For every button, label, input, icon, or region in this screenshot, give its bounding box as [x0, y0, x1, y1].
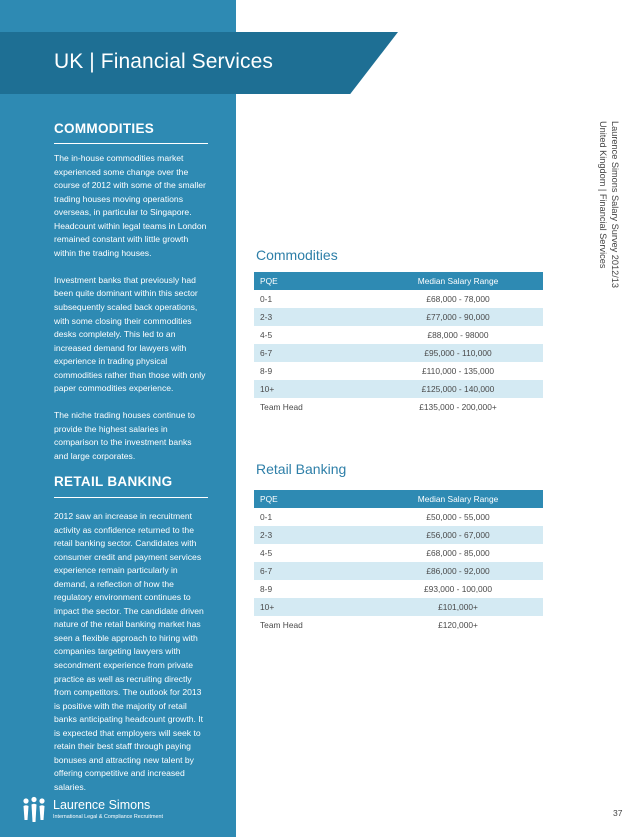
- table-header-row: [254, 272, 543, 290]
- retail-banking-salary-table: [254, 490, 543, 634]
- survey-title: Laurence Simons Salary Survey 2012/13: [610, 121, 620, 289]
- salary-cell: £93,000 - 100,000: [424, 584, 492, 594]
- commodities-heading: COMMODITIES: [54, 121, 155, 136]
- salary-cell: £50,000 - 55,000: [426, 512, 490, 522]
- commodities-paragraph-1: The in-house commodities market experienced some change over the course of 2012 with some of the smaller trading houses moving operations overseas, in particular to Singapore. Headcount within legal teams in London remained constant with little growth within the trading houses.: [54, 153, 207, 258]
- page-number: 37: [613, 808, 623, 818]
- salary-cell: £125,000 - 140,000: [373, 380, 543, 398]
- pqe-cell: 8-9: [260, 366, 273, 376]
- table-row: [254, 526, 543, 544]
- pqe-cell: 2-3: [254, 526, 373, 544]
- pqe-cell: 0-1: [260, 294, 273, 304]
- table-row: [254, 308, 543, 326]
- table-row: [254, 616, 543, 634]
- salary-cell: £86,000 - 92,000: [373, 562, 543, 580]
- company-logo: [20, 796, 220, 826]
- pqe-cell: 4-5: [260, 330, 273, 340]
- table-row: [254, 362, 543, 380]
- pqe-column-header: PQE: [254, 490, 373, 508]
- salary-cell: £101,000+: [373, 598, 543, 616]
- table-row: [254, 344, 543, 362]
- salary-cell: £77,000 - 90,000: [373, 308, 543, 326]
- retail-banking-text: [54, 510, 208, 808]
- commodities-table-title: Commodities: [256, 247, 338, 263]
- retail-banking-heading: RETAIL BANKING: [54, 474, 173, 489]
- logo-tagline: International Legal & Compliance Recruitment: [53, 814, 163, 820]
- pqe-column-header: PQE: [254, 272, 373, 290]
- table-row: [254, 580, 543, 598]
- pqe-cell: 8-9: [260, 584, 273, 594]
- salary-cell: £56,000 - 67,000: [373, 526, 543, 544]
- running-header: [597, 121, 621, 288]
- table-row: [254, 380, 543, 398]
- logo-name: Laurence Simons: [53, 798, 151, 812]
- pqe-cell: 6-7: [254, 344, 373, 362]
- pqe-cell: 0-1: [260, 512, 273, 522]
- table-row: [254, 398, 543, 416]
- people-logo-icon: [20, 796, 48, 824]
- pqe-cell: 2-3: [254, 308, 373, 326]
- salary-cell: £135,000 - 200,000+: [419, 402, 497, 412]
- table-row: [254, 290, 543, 308]
- commodities-text: [54, 152, 208, 477]
- commodities-divider: [54, 143, 208, 144]
- salary-column-header: Median Salary Range: [373, 272, 543, 290]
- salary-cell: £88,000 - 98000: [427, 330, 489, 340]
- pqe-cell: 10+: [254, 598, 373, 616]
- pqe-cell: 10+: [254, 380, 373, 398]
- table-row: [254, 508, 543, 526]
- pqe-cell: Team Head: [260, 402, 303, 412]
- commodities-salary-table: [254, 272, 543, 416]
- retail-banking-paragraph-1: 2012 saw an increase in recruitment activity as confidence returned to the retail banking sector. Candidates with consumer credit and payment services experience remain particularly in demand, a reflection of how the regulatory environment continues to impact the sector. The candidate driven nature of the retail banking market has seen a flexible approach to hiring with companies targeting lawyers with secondment experience from private practice as well as recruiting directly from competitors. The outlook for 2013 is positive with the majority of retail banks anticipating headcount growth. It is expected that employers will seek to retain their best staff through paying bonuses and attracting new talent by offering competitive and increased salaries.: [54, 511, 204, 792]
- commodities-paragraph-2: Investment banks that previously had been quite dominant within this sector subsequently scaled back operations, with some closing their commodities desks completely. This led to an increased demand for lawyers with experience in trading physical commodities rather than those with only paper commodities experience.: [54, 274, 206, 394]
- table-row: [254, 544, 543, 562]
- salary-cell: £95,000 - 110,000: [373, 344, 543, 362]
- pqe-cell: 4-5: [260, 548, 273, 558]
- commodities-paragraph-3: The niche trading houses continue to provide the highest salaries in comparison to the investment banks and large corporates.: [54, 410, 195, 461]
- survey-subtitle: United Kingdom | Financial Services: [598, 121, 608, 269]
- salary-cell: £68,000 - 85,000: [426, 548, 490, 558]
- salary-cell: £68,000 - 78,000: [426, 294, 490, 304]
- retail-banking-divider: [54, 497, 208, 498]
- page-title: UK | Financial Services: [54, 50, 273, 73]
- table-row: [254, 598, 543, 616]
- table-header-row: [254, 490, 543, 508]
- salary-cell: £110,000 - 135,000: [421, 366, 495, 376]
- table-row: [254, 562, 543, 580]
- salary-cell: £120,000+: [438, 620, 478, 630]
- table-row: [254, 326, 543, 344]
- pqe-cell: 6-7: [254, 562, 373, 580]
- retail-banking-table-title: Retail Banking: [256, 461, 347, 477]
- pqe-cell: Team Head: [260, 620, 303, 630]
- salary-column-header: Median Salary Range: [373, 490, 543, 508]
